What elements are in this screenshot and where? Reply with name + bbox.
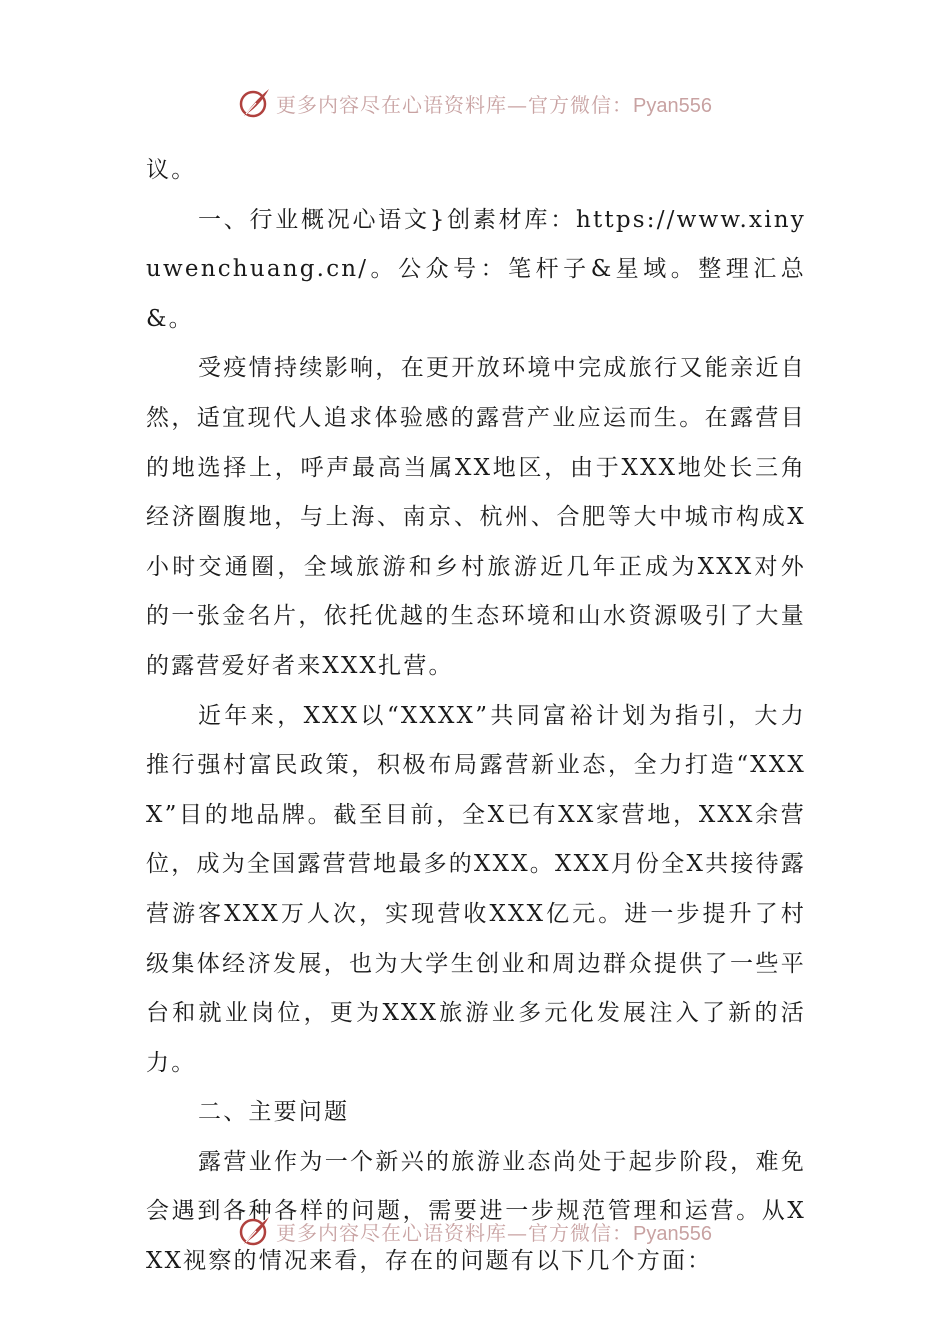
paragraph-camping-background: 受疫情持续影响，在更开放环境中完成旅行又能亲近自然，适宜现代人追求体验感的露营产业应运而生。在露营目的地选择上，呼声最高当属XX地区，由于XXX地处长三角经济圈腹地，与上海、南京、杭州、合肥等大中城市构成X小时交通圈，全域旅游和乡村旅游近几年正成为XXX对外的一张金名片，依托优越的生态环境和山水资源吸引了大量的露营爱好者来XXX扎营。 — [146, 355, 806, 679]
quill-pen-logo-icon — [238, 1214, 272, 1248]
header-watermark-banner — [0, 80, 950, 126]
paragraph-recent-development: 近年来，XXX以“XXXX”共同富裕计划为指引，大力推行强村富民政策，积极布局露营新业态，全力打造“XXXX”目的地品牌。截至目前，全X已有XX家营地，XXX余营位，成为全国露营营地最多的XXX。XXX月份全X共接待露营游客XXX万人次，实现营收XXX亿元。进一步提升了村级集体经济发展，也为大学生创业和周边群众提供了一些平台和就业岗位，更为XXX旅游业多元化发展注入了新的活力。 — [146, 702, 806, 1076]
banner-text: 更多内容尽在心语资料库—官方微信：Pyan556 — [276, 1220, 712, 1245]
paragraph-issues-intro: 露营业作为一个新兴的旅游业态尚处于起步阶段，难免会遇到各种各样的问题，需要进一步规范管理和运营。从XXX视察的情况来看，存在的问题有以下几个方面： — [146, 1148, 806, 1275]
section-heading-main-issues: 二、主要问题 — [198, 1099, 350, 1126]
paragraph-continuation: 议。 — [146, 157, 197, 183]
section-heading-industry-overview: 一、行业概况心语文}创素材库：https://www.xinyuwenchuang.cn/。公众号：笔杆子&星域。整理汇总&。 — [146, 206, 806, 332]
document-body — [146, 146, 806, 1287]
footer-watermark-banner — [0, 1208, 950, 1254]
banner-text: 更多内容尽在心语资料库—官方微信：Pyan556 — [276, 92, 712, 117]
quill-pen-logo-icon — [238, 86, 272, 120]
